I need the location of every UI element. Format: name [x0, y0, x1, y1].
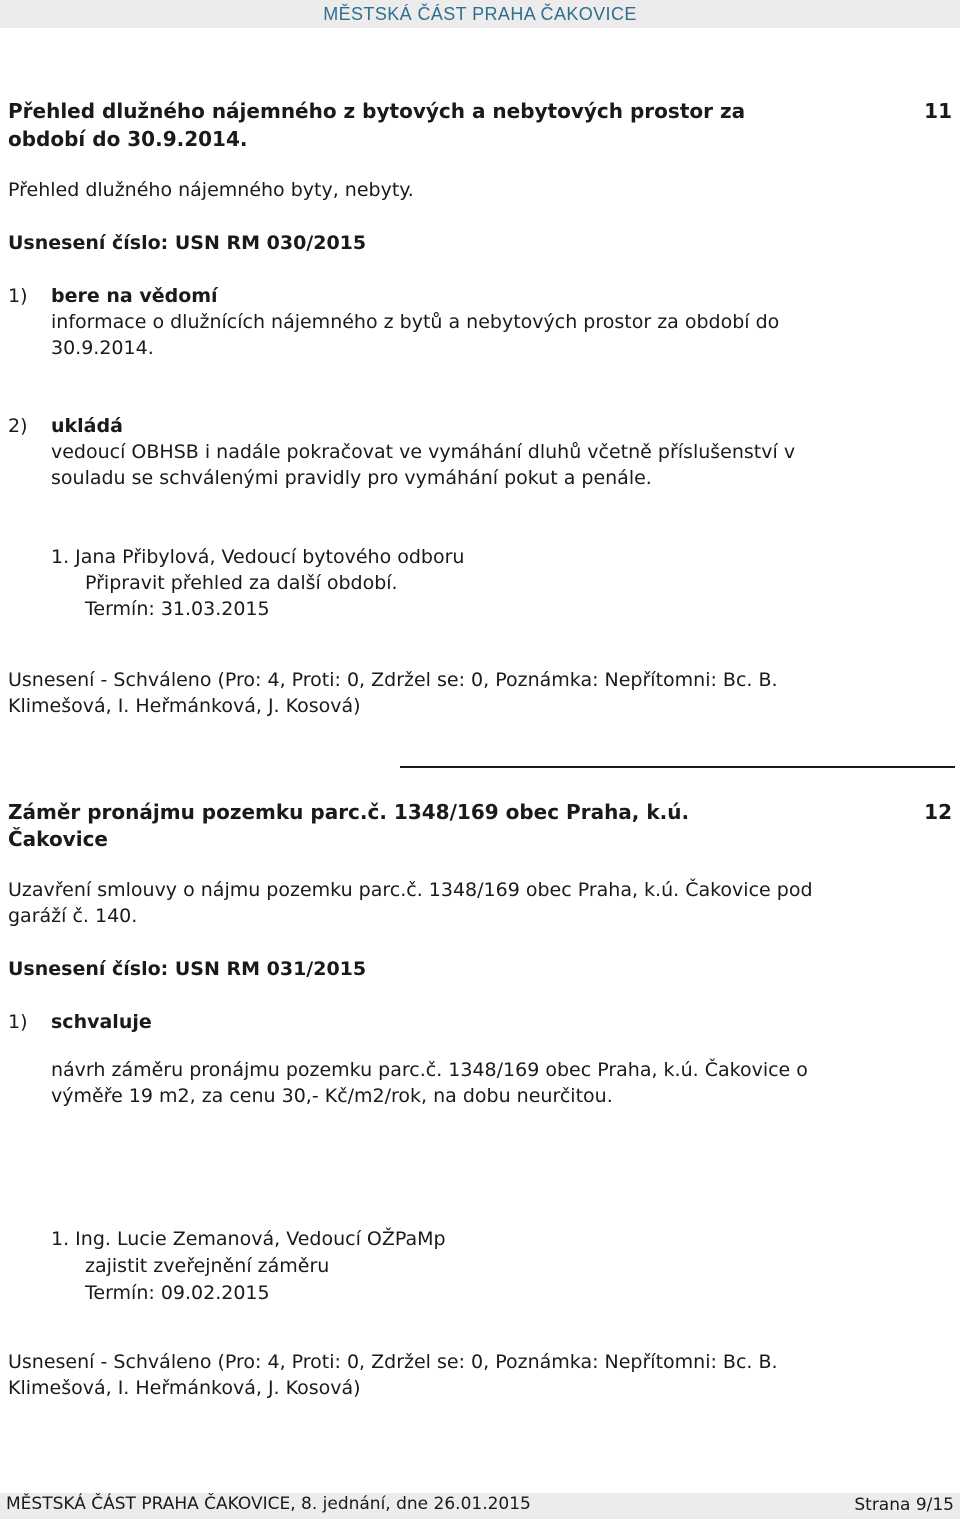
vote-result: Usnesení - Schváleno (Pro: 4, Proti: 0, Zdržel se: 0, Poznámka: Nepřítomni: Bc. B.	[8, 669, 778, 691]
section-title: Přehled dlužného nájemného z bytových a nebytových prostor za	[8, 99, 746, 123]
point-heading: bere na vědomí	[51, 285, 218, 307]
section-subtitle: garáží č. 140.	[8, 905, 138, 927]
page-number: Strana 9/15	[854, 1495, 954, 1515]
point-number: 2)	[8, 415, 28, 437]
vote-result: Usnesení - Schváleno (Pro: 4, Proti: 0, Zdržel se: 0, Poznámka: Nepřítomni: Bc. B.	[8, 1351, 778, 1373]
section-subtitle: Uzavření smlouvy o nájmu pozemku parc.č. 1348/169 obec Praha, k.ú. Čakovice pod	[8, 879, 813, 901]
point-number: 1)	[8, 1011, 28, 1033]
task-assignee: 1. Ing. Lucie Zemanová, Vedoucí OŽPaMp	[51, 1228, 446, 1250]
section-divider	[400, 766, 955, 768]
resolution-number: Usnesení číslo: USN RM 030/2015	[8, 232, 367, 254]
resolution-number: Usnesení číslo: USN RM 031/2015	[8, 958, 367, 980]
section-title: období do 30.9.2014.	[8, 127, 248, 151]
vote-result: Klimešová, I. Heřmánková, J. Kosová)	[8, 695, 361, 717]
item-number: 11	[924, 99, 952, 123]
item-number: 12	[924, 800, 952, 824]
task-deadline: Termín: 09.02.2015	[85, 1282, 270, 1304]
section-title: Záměr pronájmu pozemku parc.č. 1348/169 obec Praha, k.ú.	[8, 800, 690, 824]
section-title: Čakovice	[8, 827, 108, 851]
page-header	[0, 0, 960, 28]
task-assignee: 1. Jana Přibylová, Vedoucí bytového odboru	[51, 546, 465, 568]
point-text: vedoucí OBHSB i nadále pokračovat ve vymáhání dluhů včetně příslušenství v	[51, 441, 796, 463]
point-text: výměře 19 m2, za cenu 30,- Kč/m2/rok, na dobu neurčitou.	[51, 1085, 613, 1107]
header-title: MĚSTSKÁ ČÁST PRAHA ČAKOVICE	[323, 4, 637, 24]
footer-meeting-info: MĚSTSKÁ ČÁST PRAHA ČAKOVICE, 8. jednání, dne 26.01.2015	[6, 1494, 531, 1514]
task-description: Připravit přehled za další období.	[85, 572, 398, 594]
point-text: 30.9.2014.	[51, 337, 154, 359]
point-text: návrh záměru pronájmu pozemku parc.č. 1348/169 obec Praha, k.ú. Čakovice o	[51, 1059, 808, 1081]
point-number: 1)	[8, 285, 28, 307]
point-heading: schvaluje	[51, 1011, 152, 1033]
point-heading: ukládá	[51, 415, 123, 437]
vote-result: Klimešová, I. Heřmánková, J. Kosová)	[8, 1377, 361, 1399]
task-description: zajistit zveřejnění záměru	[85, 1255, 330, 1277]
point-text: informace o dlužnících nájemného z bytů a nebytových prostor za období do	[51, 311, 780, 333]
section-subtitle: Přehled dlužného nájemného byty, nebyty.	[8, 179, 414, 201]
point-text: souladu se schválenými pravidly pro vymáhání pokut a penále.	[51, 467, 652, 489]
task-deadline: Termín: 31.03.2015	[85, 598, 270, 620]
